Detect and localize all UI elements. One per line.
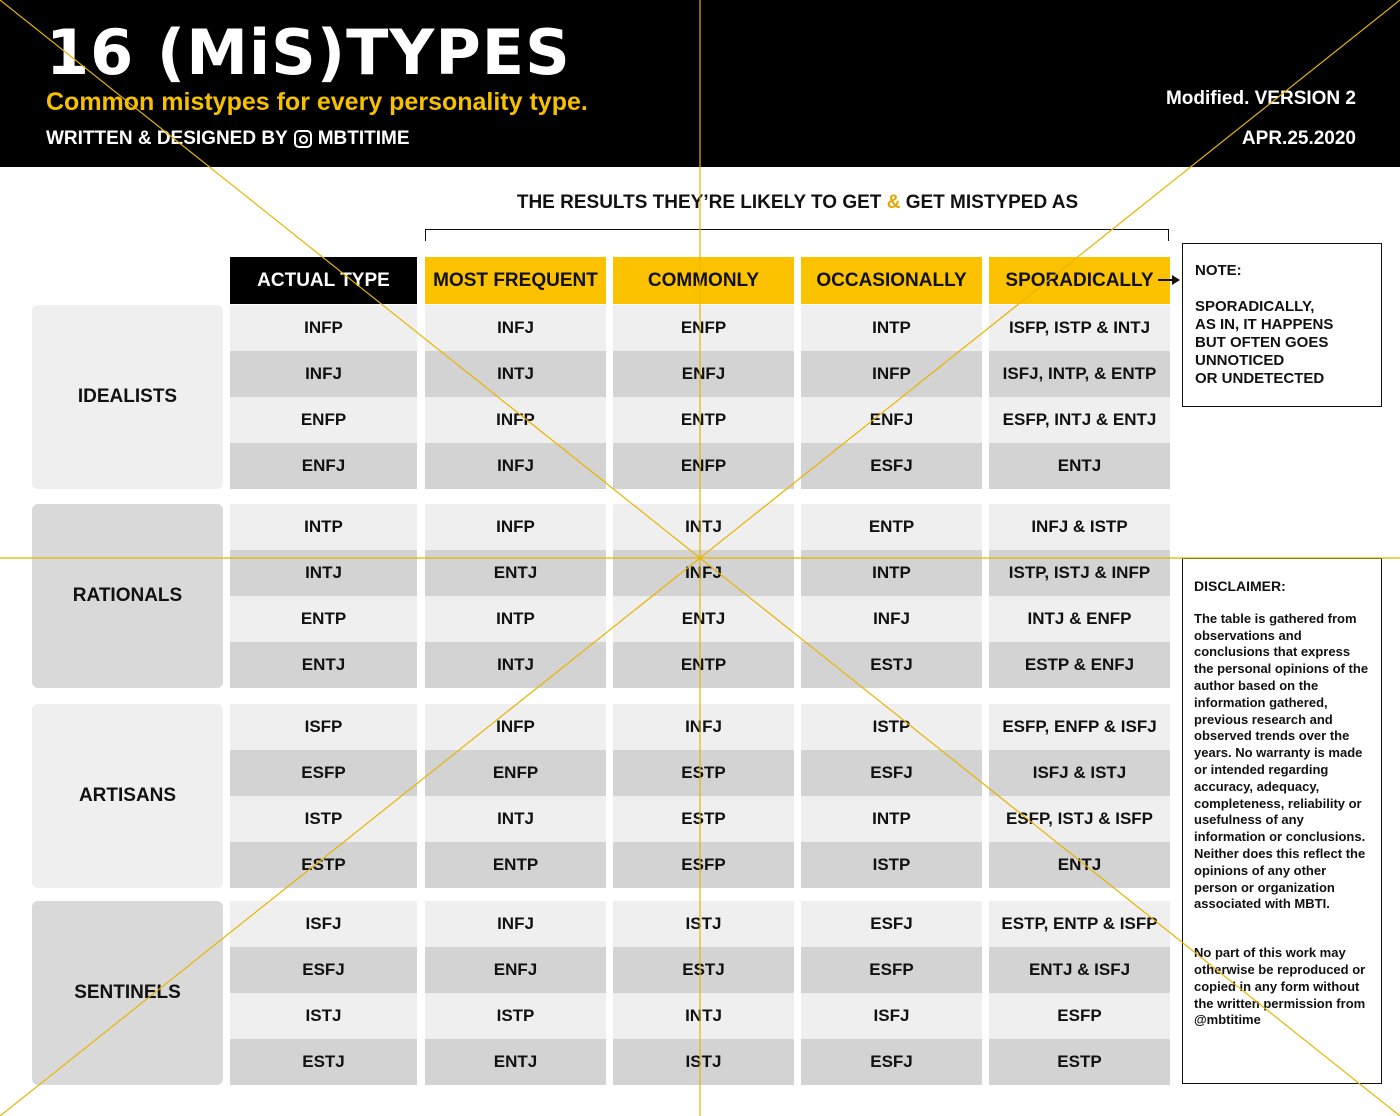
table-cell-commonly: INTJ: [613, 993, 794, 1039]
table-cell-sporadically: ISTP, ISTJ & INFP: [989, 550, 1170, 596]
table-cell-commonly: ESTP: [613, 750, 794, 796]
table-cell-commonly: INTJ: [613, 504, 794, 550]
note-line: BUT OFTEN GOES: [1195, 334, 1329, 351]
table-cell-most-frequent: INFJ: [425, 443, 606, 489]
note-box: [1182, 243, 1382, 407]
results-bracket: [425, 229, 1169, 241]
table-cell-occasionally: INFJ: [801, 596, 982, 642]
table-cell-actual-type: INTJ: [230, 550, 417, 596]
table-cell-most-frequent: ENTJ: [425, 1039, 606, 1085]
group-label-artisans: ARTISANS: [32, 704, 223, 888]
table-cell-actual-type: ESTJ: [230, 1039, 417, 1085]
table-cell-commonly: ISTJ: [613, 1039, 794, 1085]
table-cell-sporadically: INFJ & ISTP: [989, 504, 1170, 550]
table-cell-most-frequent: INFP: [425, 397, 606, 443]
table-cell-occasionally: ESFP: [801, 947, 982, 993]
table-cell-sporadically: ISFJ, INTP, & ENTP: [989, 351, 1170, 397]
table-cell-sporadically: ENTJ: [989, 443, 1170, 489]
results-heading-part1: THE RESULTS THEY’RE LIKELY TO GET: [516, 192, 882, 213]
table-cell-actual-type: ISTP: [230, 796, 417, 842]
table-cell-actual-type: ESFJ: [230, 947, 417, 993]
table-cell-commonly: INFJ: [613, 550, 794, 596]
table-cell-most-frequent: INTJ: [425, 351, 606, 397]
date-label: APR.25.2020: [1241, 128, 1356, 149]
table-cell-most-frequent: INFJ: [425, 305, 606, 351]
table-cell-most-frequent: ENFJ: [425, 947, 606, 993]
table-cell-occasionally: ESFJ: [801, 750, 982, 796]
table-cell-sporadically: ESTP, ENTP & ISFP: [989, 901, 1170, 947]
group-label-sentinels: SENTINELS: [32, 901, 223, 1085]
table-cell-actual-type: INFP: [230, 305, 417, 351]
table-cell-commonly: ISTJ: [613, 901, 794, 947]
table-cell-sporadically: ESTP: [989, 1039, 1170, 1085]
table-cell-sporadically: ESFP: [989, 993, 1170, 1039]
group-label-idealists: IDEALISTS: [32, 305, 223, 489]
column-header-sporadically: SPORADICALLY: [989, 257, 1170, 304]
table-cell-commonly: ENTP: [613, 642, 794, 688]
table-cell-commonly: ESTJ: [613, 947, 794, 993]
table-cell-actual-type: ISTJ: [230, 993, 417, 1039]
table-cell-actual-type: ENFJ: [230, 443, 417, 489]
table-cell-actual-type: ESTP: [230, 842, 417, 888]
table-cell-occasionally: ESFJ: [801, 901, 982, 947]
instagram-icon: [294, 130, 312, 148]
table-cell-most-frequent: ISTP: [425, 993, 606, 1039]
results-heading-amp: &: [886, 192, 901, 213]
table-cell-commonly: ENFP: [613, 443, 794, 489]
table-cell-sporadically: ESFP, ENFP & ISFJ: [989, 704, 1170, 750]
table-cell-sporadically: ESTP & ENFJ: [989, 642, 1170, 688]
note-line: AS IN, IT HAPPENS: [1195, 316, 1334, 333]
table-cell-occasionally: INTP: [801, 305, 982, 351]
table-cell-occasionally: INTP: [801, 796, 982, 842]
table-cell-most-frequent: INTJ: [425, 642, 606, 688]
note-line: SPORADICALLY,: [1195, 298, 1315, 315]
table-cell-commonly: INFJ: [613, 704, 794, 750]
table-cell-commonly: ENFJ: [613, 351, 794, 397]
byline-prefix: WRITTEN & DESIGNED BY: [46, 128, 288, 149]
table-cell-actual-type: ESFP: [230, 750, 417, 796]
page-subtitle: Common mistypes for every personality type.: [46, 88, 588, 116]
table-cell-occasionally: ESFJ: [801, 1039, 982, 1085]
table-cell-most-frequent: ENFP: [425, 750, 606, 796]
disclaimer-paragraph-2: No part of this work may otherwise be reproduced or copied in any form without the written permission from @mbtitime: [1194, 945, 1366, 1028]
table-cell-actual-type: ENTP: [230, 596, 417, 642]
page-title: 16 (MiS)TYPES: [46, 16, 571, 89]
note-label: NOTE:: [1195, 262, 1242, 279]
column-header-actual-type: ACTUAL TYPE: [230, 257, 417, 304]
table-cell-occasionally: ISTP: [801, 704, 982, 750]
table-cell-most-frequent: ENTJ: [425, 550, 606, 596]
disclaimer-paragraph-1: The table is gathered from observations and conclusions that express the personal opinions of the author based on the information gathered, previous research and observed trends over the years. No warranty is made or intended regarding accuracy, adequacy, completeness, reliability or usefulness of any information or conclusions. Neither does this reflect the opinions of any other person or organization associated with MBTI.: [1194, 610, 1369, 912]
column-header-most-frequent: MOST FREQUENT: [425, 257, 606, 304]
column-header-occasionally: OCCASIONALLY: [801, 257, 982, 304]
table-cell-commonly: ESTP: [613, 796, 794, 842]
table-cell-occasionally: ENTP: [801, 504, 982, 550]
table-cell-most-frequent: INFP: [425, 704, 606, 750]
disclaimer-label: DISCLAIMER:: [1194, 578, 1286, 594]
table-cell-most-frequent: INTJ: [425, 796, 606, 842]
table-cell-actual-type: ENTJ: [230, 642, 417, 688]
table-cell-actual-type: INFJ: [230, 351, 417, 397]
table-cell-occasionally: ENFJ: [801, 397, 982, 443]
table-cell-sporadically: ESFP, INTJ & ENTJ: [989, 397, 1170, 443]
table-cell-commonly: ENFP: [613, 305, 794, 351]
table-cell-commonly: ENTP: [613, 397, 794, 443]
table-cell-most-frequent: INFP: [425, 504, 606, 550]
table-cell-sporadically: ENTJ: [989, 842, 1170, 888]
group-label-rationals: RATIONALS: [32, 504, 223, 688]
table-cell-commonly: ESFP: [613, 842, 794, 888]
table-cell-actual-type: INTP: [230, 504, 417, 550]
byline: [46, 128, 410, 150]
table-cell-occasionally: ISFJ: [801, 993, 982, 1039]
table-cell-actual-type: ENFP: [230, 397, 417, 443]
table-cell-occasionally: INFP: [801, 351, 982, 397]
column-header-commonly: COMMONLY: [613, 257, 794, 304]
table-cell-sporadically: ENTJ & ISFJ: [989, 947, 1170, 993]
results-heading-part2: GET MISTYPED AS: [905, 192, 1079, 213]
byline-handle: MBTITIME: [317, 128, 410, 149]
table-cell-sporadically: ISFJ & ISTJ: [989, 750, 1170, 796]
version-label: Modified. VERSION 2: [1165, 88, 1356, 109]
table-cell-most-frequent: INFJ: [425, 901, 606, 947]
table-cell-most-frequent: INTP: [425, 596, 606, 642]
table-cell-actual-type: ISFJ: [230, 901, 417, 947]
table-cell-occasionally: ESTJ: [801, 642, 982, 688]
note-line: UNNOTICED: [1195, 352, 1285, 369]
table-cell-occasionally: ESFJ: [801, 443, 982, 489]
results-heading: [425, 192, 1170, 214]
table-cell-sporadically: INTJ & ENFP: [989, 596, 1170, 642]
table-cell-actual-type: ISFP: [230, 704, 417, 750]
arrow-right-icon: [1158, 274, 1180, 286]
table-cell-commonly: ENTJ: [613, 596, 794, 642]
table-cell-most-frequent: ENTP: [425, 842, 606, 888]
note-line: OR UNDETECTED: [1195, 370, 1325, 387]
table-cell-occasionally: ISTP: [801, 842, 982, 888]
disclaimer-box: [1182, 558, 1382, 1084]
table-cell-sporadically: ESFP, ISTJ & ISFP: [989, 796, 1170, 842]
header-banner: [0, 0, 1400, 167]
table-cell-sporadically: ISFP, ISTP & INTJ: [989, 305, 1170, 351]
table-cell-occasionally: INTP: [801, 550, 982, 596]
